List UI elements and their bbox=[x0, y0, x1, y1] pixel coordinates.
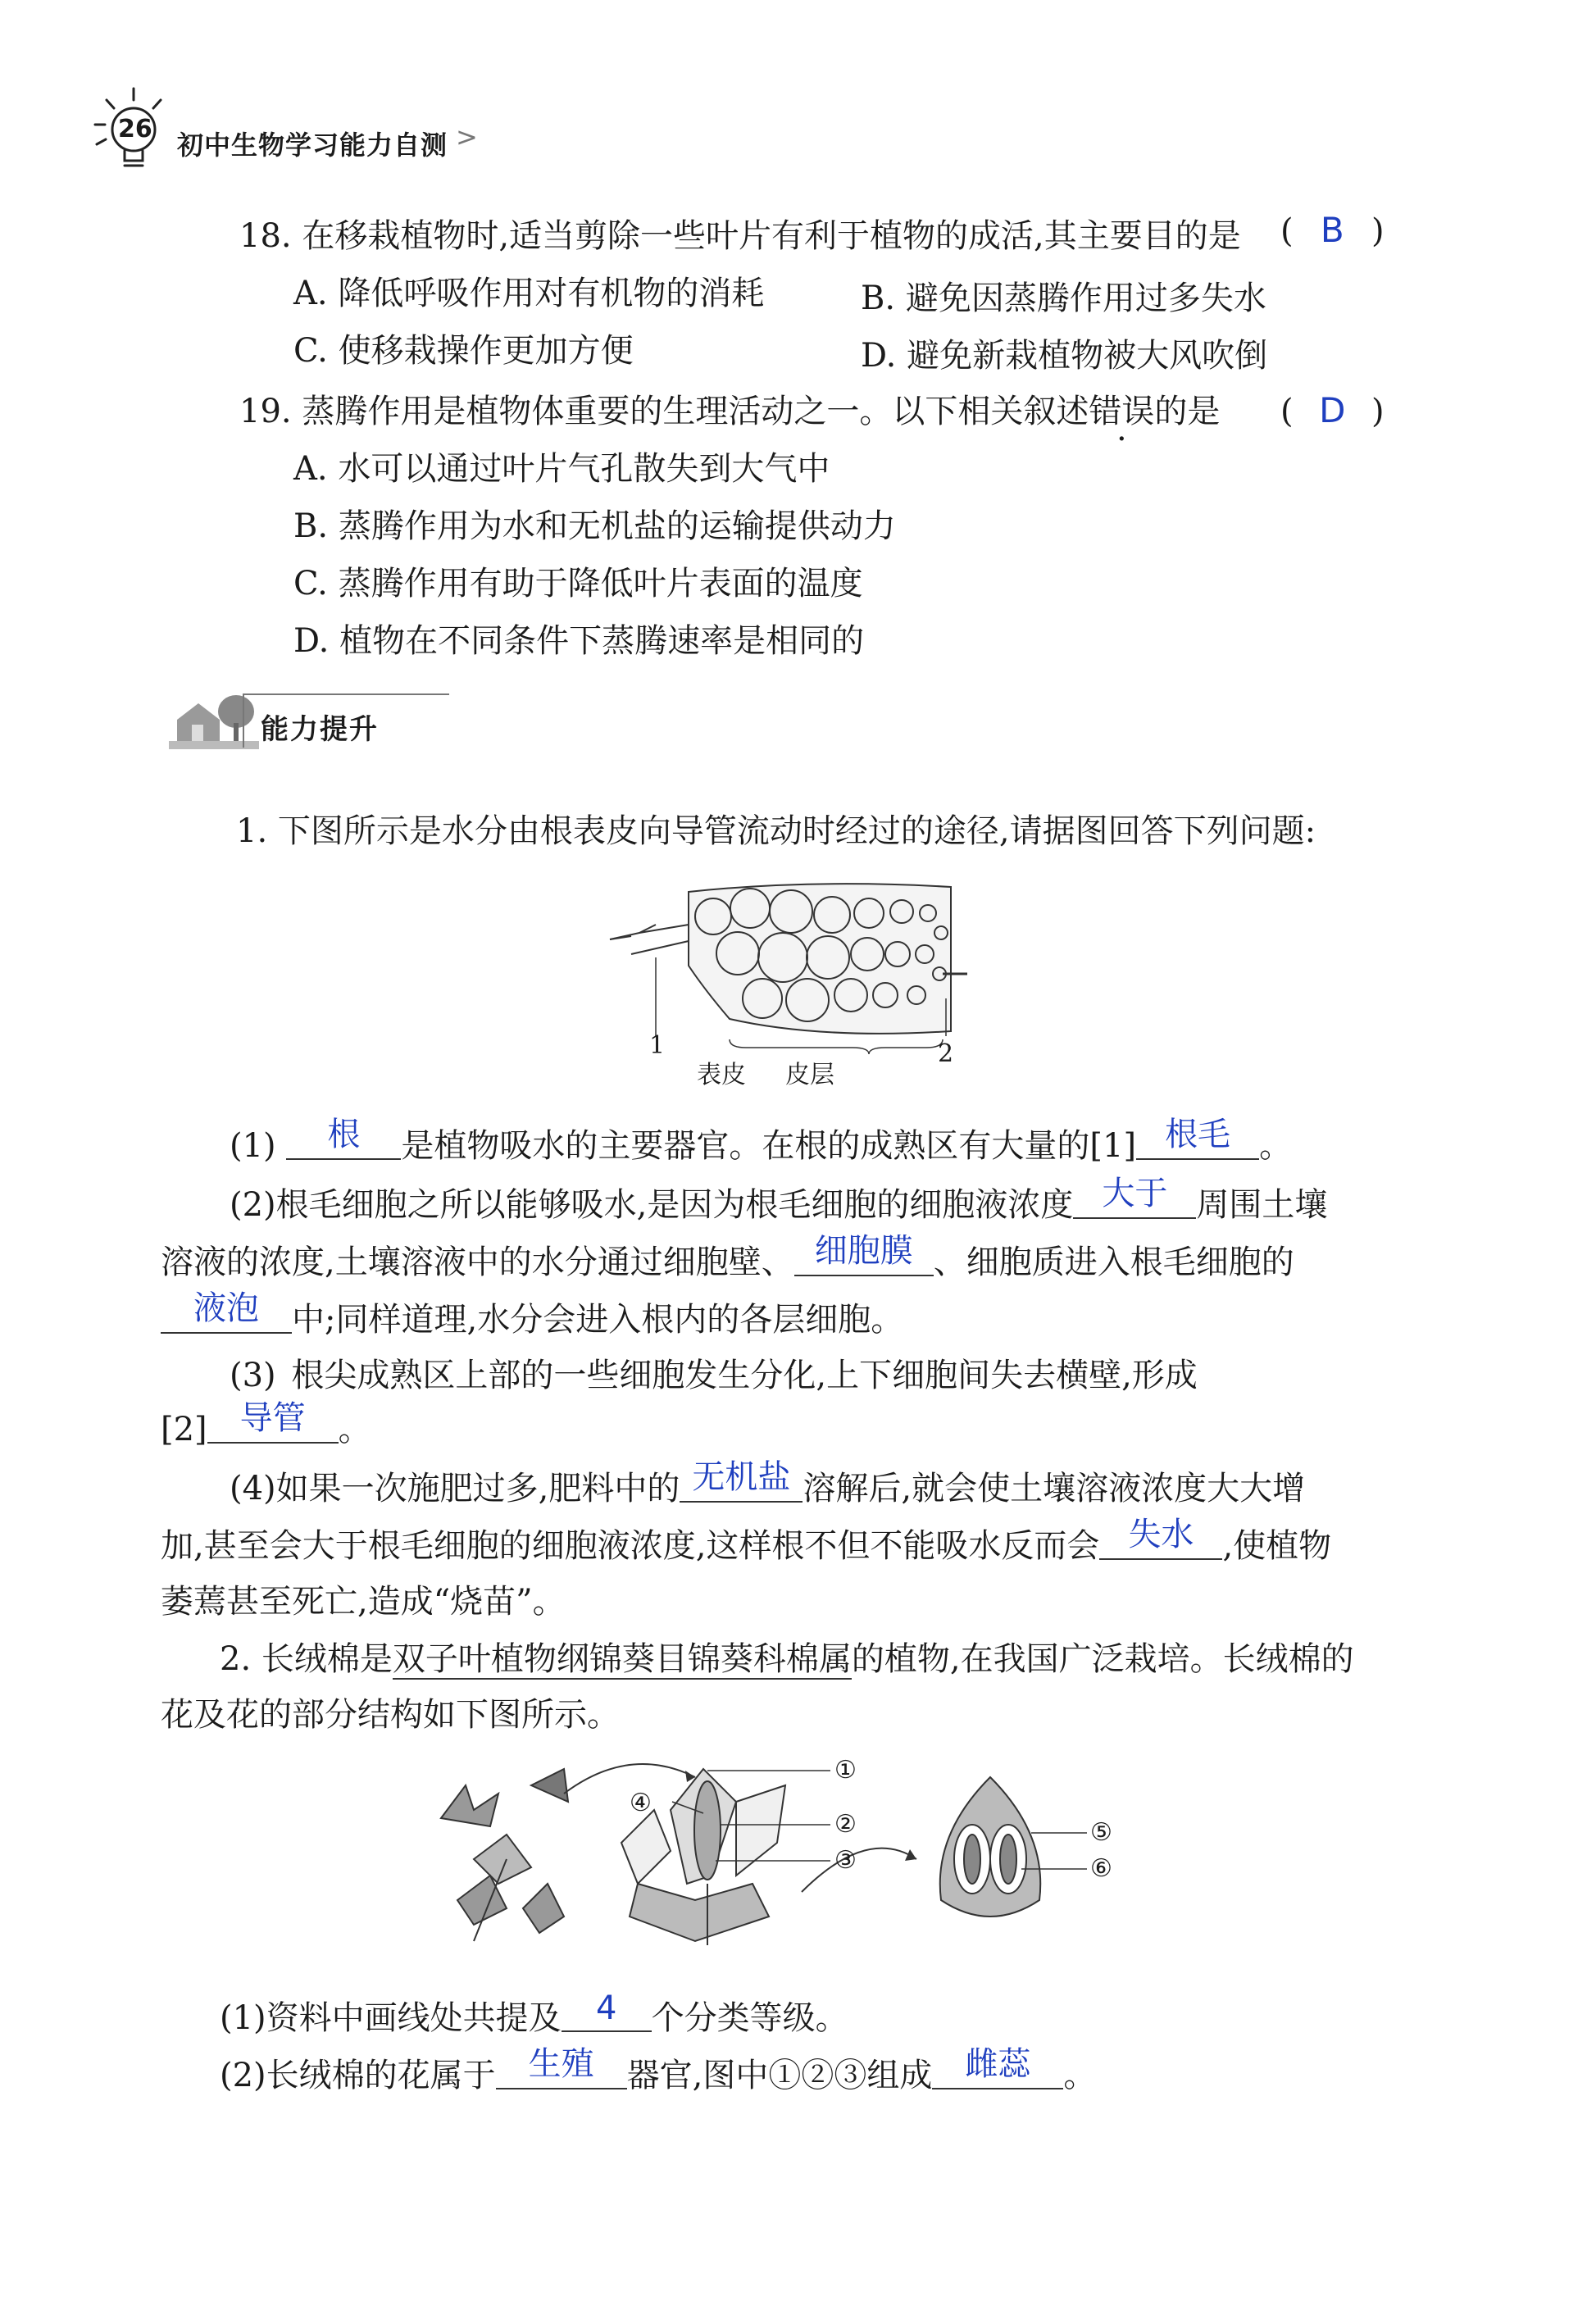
p1-s2-answer1: 大于 bbox=[1102, 1175, 1168, 1212]
p2-stem-line2: 花及花的部分结构如下图所示。 bbox=[161, 1696, 620, 1734]
answer-blank bbox=[207, 1399, 339, 1444]
q19-option-b: B. 蒸腾作用为水和无机盐的运输提供动力 bbox=[293, 507, 896, 545]
fig-label-n2: ② bbox=[834, 1810, 857, 1839]
q18-option-b: B. 避免因蒸腾作用过多失水 bbox=[861, 280, 1266, 317]
p2-s2-answer2: 雌蕊 bbox=[965, 2045, 1031, 2083]
q19-answer: D bbox=[1319, 390, 1346, 430]
p1-sub2-line1: (2)根毛细胞之所以能够吸水,是因为根毛细胞的细胞液浓度 大于 周围土壤 bbox=[230, 1179, 1327, 1225]
p1-sub3-line2: [2] 导管 。 bbox=[161, 1403, 371, 1450]
cotton-flower-figure bbox=[425, 1753, 1162, 1949]
fig-label-cortex: 皮层 bbox=[785, 1061, 834, 1089]
section-title: 能力提升 bbox=[261, 713, 379, 746]
q19-option-c: C. 蒸腾作用有助于降低叶片表面的温度 bbox=[293, 565, 863, 602]
q18-answer-paren bbox=[1280, 210, 1385, 250]
root-figure bbox=[607, 875, 984, 1089]
answer-blank bbox=[286, 1116, 401, 1160]
q19-stem: 19. 蒸腾作用是植物体重要的生理活动之一。以下相关叙述错误的是 bbox=[239, 393, 1221, 430]
p1-sub2-line2: 溶液的浓度,土壤溶液中的水分通过细胞壁、 细胞膜 、细胞质进入根毛细胞的 bbox=[161, 1236, 1294, 1283]
page-number: 26 bbox=[118, 115, 152, 143]
q19-answer-paren bbox=[1280, 390, 1385, 430]
answer-blank bbox=[562, 1989, 652, 2032]
q18-option-d: D. 避免新栽植物被大风吹倒 bbox=[861, 337, 1268, 375]
fig-label-1: 1 bbox=[649, 1031, 666, 1060]
p1-s1-answer1: 根 bbox=[327, 1116, 361, 1153]
answer-blank bbox=[161, 1289, 292, 1334]
p1-sub4-line2: 加,甚至会大于根毛细胞的细胞液浓度,这样根不但不能吸水反而会 失水 ,使植物 bbox=[161, 1520, 1331, 1566]
book-title: 初中生物学习能力自测 bbox=[177, 130, 448, 161]
q18-stem: 18. 在移栽植物时,适当剪除一些叶片有利于植物的成活,其主要目的是 bbox=[239, 217, 1241, 255]
p1-sub4-line1: (4)如果一次施肥过多,肥料中的 无机盐 溶解后,就会使土壤溶液浓度大大增 bbox=[230, 1462, 1305, 1509]
cotton-flower-image bbox=[425, 1753, 1162, 1949]
answer-blank bbox=[1136, 1116, 1259, 1160]
fig-label-2: 2 bbox=[938, 1039, 954, 1068]
q18-answer: B bbox=[1320, 210, 1344, 250]
answer-blank bbox=[680, 1458, 803, 1503]
paren-close: ) bbox=[1371, 393, 1385, 430]
p1-sub4-line3: 萎蔫甚至死亡,造成“烧苗”。 bbox=[161, 1583, 566, 1621]
fig-label-n6: ⑥ bbox=[1090, 1854, 1112, 1883]
answer-blank bbox=[794, 1232, 934, 1276]
paren-close: ) bbox=[1371, 212, 1385, 250]
p2-stem-line1: 2. 长绒棉是双子叶植物纲锦葵目锦葵科棉属的植物,在我国广泛栽培。长绒棉的 bbox=[220, 1640, 1354, 1678]
underlined-taxonomy: 双子叶植物纲锦葵目锦葵科棉属 bbox=[392, 1640, 852, 1678]
p2-sub1: (1)资料中画线处共提及 4 个分类等级。 bbox=[220, 1989, 848, 2037]
fig-label-epidermis: 表皮 bbox=[697, 1061, 746, 1089]
p1-s4-answer1: 无机盐 bbox=[692, 1458, 791, 1496]
emphasis-text: 错误 bbox=[1089, 393, 1155, 430]
answer-blank bbox=[1073, 1175, 1196, 1219]
p2-sub2: (2)长绒棉的花属于 生殖 器官,图中①②③组成 雌蕊 。 bbox=[220, 2049, 1096, 2096]
p1-sub1: (1) 根 是植物吸水的主要器官。在根的成熟区有大量的[1] 根毛 。 bbox=[230, 1120, 1292, 1166]
q18-option-c: C. 使移栽操作更加方便 bbox=[293, 332, 634, 370]
p2-s1-answer1: 4 bbox=[595, 1989, 617, 2027]
paren-open: ( bbox=[1280, 212, 1294, 250]
chevron-right-icon: > bbox=[456, 121, 478, 152]
paren-open: ( bbox=[1280, 393, 1294, 430]
p1-sub2-line3: 液泡 中;同样道理,水分会进入根内的各层细胞。 bbox=[161, 1294, 903, 1340]
q19-option-d: D. 植物在不同条件下蒸腾速率是相同的 bbox=[293, 622, 865, 660]
p2-s2-answer1: 生殖 bbox=[528, 2045, 594, 2083]
fig-label-n3: ③ bbox=[834, 1846, 857, 1875]
q18-option-a: A. 降低呼吸作用对有机物的消耗 bbox=[293, 275, 765, 312]
answer-blank bbox=[1099, 1516, 1222, 1560]
fig-label-n5: ⑤ bbox=[1090, 1818, 1112, 1847]
p1-sub3-line1: (3) 根尖成熟区上部的一些细胞发生分化,上下细胞间失去横壁,形成 bbox=[230, 1357, 1198, 1394]
fig-label-n4: ④ bbox=[630, 1789, 652, 1817]
p1-s2-answer3: 液泡 bbox=[193, 1289, 259, 1327]
p1-s4-answer2: 失水 bbox=[1128, 1516, 1194, 1553]
p1-s3-answer1: 导管 bbox=[239, 1399, 306, 1437]
p1-s1-answer2: 根毛 bbox=[1165, 1116, 1231, 1153]
p1-stem: 1. 下图所示是水分由根表皮向导管流动时经过的途径,请据图回答下列问题: bbox=[236, 812, 1316, 850]
fig-label-n1: ① bbox=[834, 1756, 857, 1785]
answer-blank bbox=[496, 2045, 627, 2089]
q19-option-a: A. 水可以通过叶片气孔散失到大气中 bbox=[293, 450, 830, 488]
p1-s2-answer2: 细胞膜 bbox=[814, 1232, 913, 1270]
answer-blank bbox=[932, 2045, 1063, 2089]
